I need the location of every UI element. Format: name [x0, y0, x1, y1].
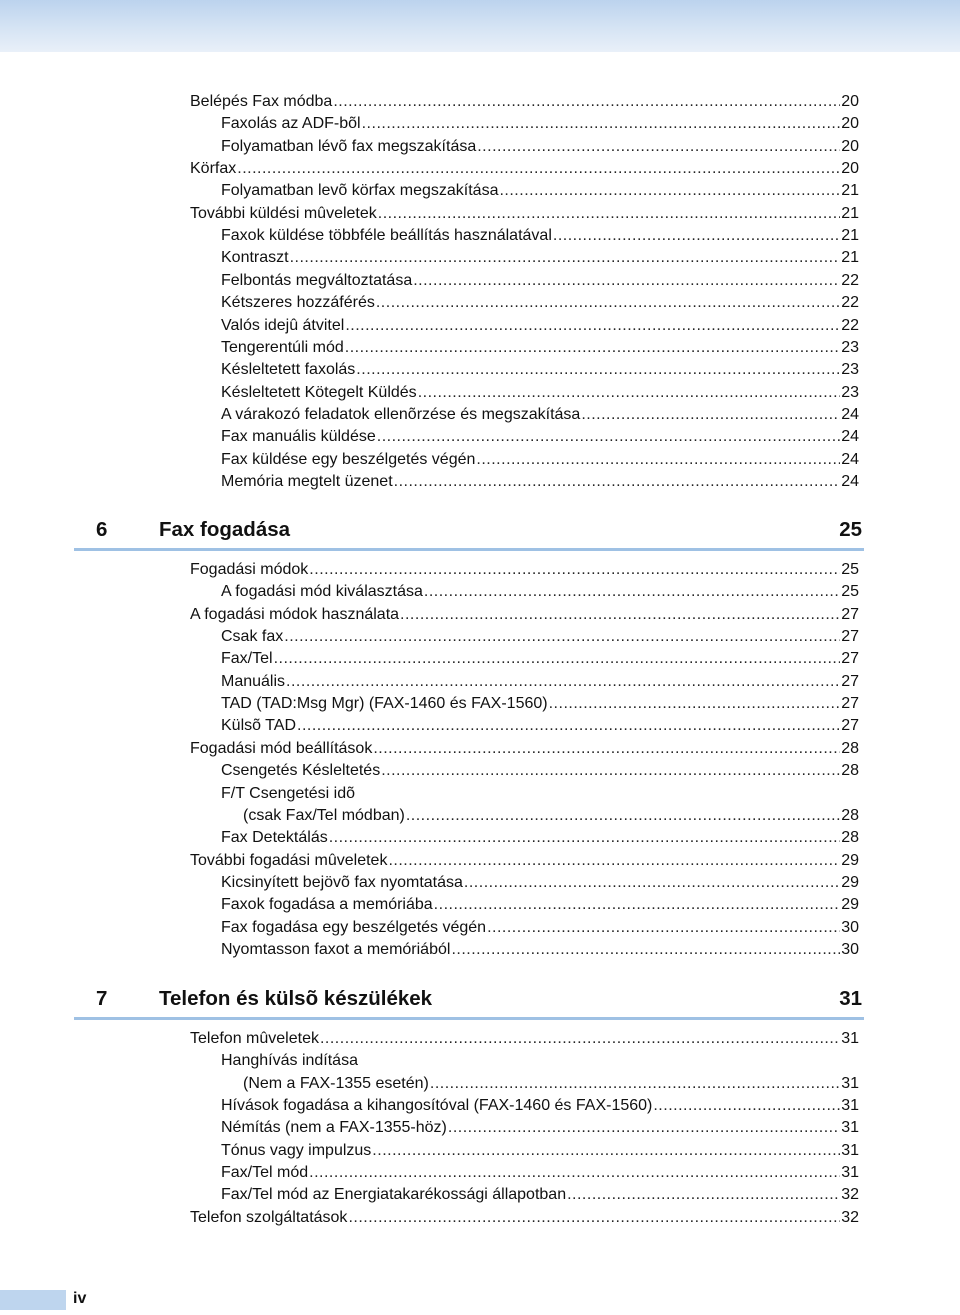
toc-entry[interactable] — [221, 247, 859, 269]
toc-entry-page: 28 — [841, 762, 859, 780]
dot-leader — [345, 315, 840, 337]
dot-leader — [424, 581, 840, 603]
dot-leader — [309, 559, 840, 581]
toc-entry-title: Külsõ TAD — [221, 717, 296, 735]
toc-entry-title: A várakozó feladatok ellenõrzése és megszakítása — [221, 405, 581, 423]
chapter-page: 25 — [839, 518, 862, 541]
toc-entry-title: F/T Csengetési idõ — [221, 784, 355, 802]
toc-entry[interactable] — [221, 1095, 859, 1117]
toc-entry[interactable] — [221, 404, 859, 426]
toc-entry-page: 23 — [841, 361, 859, 379]
toc-entry-page: 28 — [841, 739, 859, 757]
toc-entry-title: Felbontás megváltoztatása — [221, 271, 413, 289]
dot-leader — [381, 760, 840, 782]
dot-leader — [274, 648, 841, 670]
toc-entry[interactable] — [221, 581, 859, 603]
toc-entry-title: Fax/Tel mód az Energiatakarékossági állapotban — [221, 1186, 567, 1204]
toc-entry-title: Nyomtasson faxot a memóriából — [221, 940, 451, 958]
toc-entry-title: Telefon mûveletek — [190, 1030, 319, 1047]
toc-entry-title: Kétszeres hozzáférés — [221, 294, 375, 312]
toc-entry-title: (Nem a FAX-1355 esetén) — [243, 1074, 429, 1092]
chapter-number: 7 — [96, 987, 108, 1010]
toc-entry-page: 31 — [841, 1119, 859, 1137]
toc-entry-title: A fogadási mód kiválasztása — [221, 583, 423, 601]
toc-entry-page: 23 — [841, 338, 859, 356]
toc-entry-title: TAD (TAD:Msg Mgr) (FAX-1460 és FAX-1560) — [221, 695, 548, 713]
toc-entry-title: További küldési mûveletek — [190, 204, 377, 222]
toc-entry[interactable] — [221, 715, 859, 737]
dot-leader — [499, 180, 840, 202]
toc-entry-title: Valós idejû átvitel — [221, 316, 345, 334]
toc-entry[interactable] — [221, 337, 859, 359]
toc-entry[interactable] — [190, 158, 859, 180]
toc-entry[interactable] — [221, 426, 859, 448]
toc-entry-title: Fax/Tel — [221, 650, 273, 668]
toc-entry-page: 27 — [841, 717, 859, 735]
toc-entry-page: 20 — [841, 93, 859, 110]
toc-entry-title: Faxolás az ADF-bõl — [221, 115, 361, 133]
toc-entry-title: Memória megtelt üzenet — [221, 472, 393, 490]
dot-leader — [549, 693, 841, 715]
toc-entry-page: 32 — [841, 1186, 859, 1204]
toc-entry-page: 22 — [841, 271, 859, 289]
toc-entry-page: 23 — [841, 383, 859, 401]
dot-leader — [290, 247, 841, 269]
dot-leader — [286, 671, 840, 693]
toc-entry[interactable] — [221, 648, 859, 670]
toc-entry[interactable] — [221, 359, 859, 381]
toc-entry[interactable] — [190, 559, 859, 581]
toc-entry-page: 27 — [841, 672, 859, 690]
toc-entry[interactable] — [221, 693, 859, 715]
toc-entry-title: Faxok fogadása a memóriába — [221, 896, 433, 914]
toc-entry-page: 28 — [841, 829, 859, 847]
toc-entry-page: 32 — [841, 1208, 859, 1226]
toc-entry[interactable] — [190, 738, 859, 760]
toc-entry-title: Kontraszt — [221, 249, 289, 267]
toc-entry[interactable] — [221, 225, 859, 247]
toc-entry-page: 27 — [841, 695, 859, 713]
toc-entry[interactable] — [190, 850, 859, 872]
chapter-rule — [74, 1017, 864, 1020]
toc-entry-title: Tónus vagy impulzus — [221, 1141, 372, 1159]
toc-entry-title: Folyamatban levõ körfax megszakítása — [221, 182, 499, 200]
toc-entry-title: Késleltetett faxolás — [221, 361, 356, 379]
dot-leader — [653, 1095, 840, 1117]
dot-leader — [372, 1140, 840, 1162]
toc-entry-page: 27 — [841, 650, 859, 668]
dot-leader — [333, 91, 840, 113]
toc-entry-title: További fogadási mûveletek — [190, 851, 388, 869]
toc-entry[interactable] — [221, 626, 859, 648]
toc-entry-page: 22 — [841, 316, 859, 334]
toc-entry-page: 31 — [841, 1164, 859, 1182]
toc-entry[interactable] — [221, 471, 859, 493]
chapter-page: 31 — [839, 987, 862, 1010]
dot-leader — [377, 426, 840, 448]
toc-entry[interactable] — [221, 1117, 859, 1139]
footer-bar — [0, 1290, 66, 1310]
dot-leader — [378, 203, 840, 225]
toc-entry-title: Tengerentúli mód — [221, 338, 344, 356]
dot-leader — [413, 270, 840, 292]
toc-entry[interactable] — [190, 91, 859, 113]
toc-entry-page: 30 — [841, 940, 859, 958]
toc-entry-title: Hívások fogadása a kihangosítóval (FAX-1460 és FAX-1560) — [221, 1097, 653, 1115]
toc-entry[interactable] — [221, 449, 859, 471]
dot-leader — [553, 225, 840, 247]
toc-entry-title: Manuális — [221, 672, 286, 690]
toc-entry-title: Fax fogadása egy beszélgetés végén — [221, 918, 487, 936]
dot-leader — [418, 382, 841, 404]
chapter-number: 6 — [96, 518, 108, 541]
dot-leader — [430, 1073, 840, 1095]
toc-entry-page: 28 — [841, 806, 859, 824]
toc-entry-title: Belépés Fax módba — [190, 93, 333, 110]
toc-entry[interactable] — [243, 1073, 859, 1095]
dot-leader — [400, 604, 840, 626]
toc-entry[interactable] — [221, 1184, 859, 1206]
toc-entry[interactable] — [221, 783, 859, 805]
toc-entry-page: 24 — [841, 405, 859, 423]
toc-entry[interactable] — [190, 1028, 859, 1050]
chapter-heading-7[interactable] — [74, 984, 864, 1014]
toc-entry[interactable] — [221, 136, 859, 158]
toc-entry-title: Hanghívás indítása — [221, 1052, 358, 1070]
toc-entry-title: Fogadási módok — [190, 561, 309, 578]
dot-leader — [477, 136, 840, 158]
dot-leader — [320, 1028, 840, 1050]
toc-entry-page: 22 — [841, 294, 859, 312]
dot-leader — [284, 626, 840, 648]
toc-entry-page: 31 — [841, 1097, 859, 1115]
toc-entry[interactable] — [221, 760, 859, 782]
toc-entry[interactable] — [221, 917, 859, 939]
toc-entry[interactable] — [221, 827, 859, 849]
toc-entry-title: Fax Detektálás — [221, 829, 328, 847]
toc-entry-title: (csak Fax/Tel módban) — [243, 806, 405, 824]
toc-entry[interactable] — [221, 315, 859, 337]
dot-leader — [451, 939, 840, 961]
chapter-heading-6[interactable] — [74, 515, 864, 545]
toc-entry[interactable] — [221, 939, 859, 961]
toc-entry[interactable] — [190, 1207, 859, 1229]
toc-entry-page: 20 — [841, 160, 859, 178]
toc-entry-title: Csengetés Késleltetés — [221, 762, 381, 780]
header-band — [0, 0, 960, 52]
toc-entry-title: Folyamatban lévõ fax megszakítása — [221, 137, 477, 155]
toc-entry-page: 25 — [841, 583, 859, 601]
dot-leader — [237, 158, 840, 180]
toc-entry-title: Késleltetett Kötegelt Küldés — [221, 383, 417, 401]
toc-entry[interactable] — [190, 203, 859, 225]
toc-entry[interactable] — [221, 292, 859, 314]
toc-entry-page: 24 — [841, 472, 859, 490]
dot-leader — [434, 894, 841, 916]
dot-leader — [345, 337, 840, 359]
toc-entry[interactable] — [190, 604, 859, 626]
chapter-title: Fax fogadása — [159, 518, 291, 541]
dot-leader — [373, 738, 840, 760]
dot-leader — [406, 805, 840, 827]
toc-entry-title: Fax küldése egy beszélgetés végén — [221, 450, 476, 468]
dot-leader — [356, 359, 840, 381]
toc-entry-page: 20 — [841, 115, 859, 133]
toc-entry-title: Körfax — [190, 160, 237, 178]
toc-entry-page: 24 — [841, 450, 859, 468]
toc-entry[interactable] — [221, 180, 859, 202]
dot-leader — [464, 872, 840, 894]
toc-entry[interactable] — [221, 1162, 859, 1184]
toc-entry-page: 21 — [841, 249, 859, 267]
toc-entry[interactable] — [221, 1050, 859, 1072]
toc-entry[interactable] — [221, 894, 859, 916]
dot-leader — [348, 1207, 840, 1229]
toc-entry-page: 27 — [841, 605, 859, 623]
toc-entry[interactable] — [221, 671, 859, 693]
dot-leader — [297, 715, 840, 737]
dot-leader — [362, 113, 841, 135]
toc-entry-page: 29 — [841, 851, 859, 869]
chapter-rule — [74, 548, 864, 551]
dot-leader — [329, 827, 840, 849]
toc-entry-page: 24 — [841, 428, 859, 446]
dot-leader — [476, 449, 840, 471]
toc-entry[interactable] — [221, 270, 859, 292]
toc-entry-title: Faxok küldése többféle beállítás használatával — [221, 227, 552, 245]
toc-entry-title: Telefon szolgáltatások — [190, 1208, 348, 1226]
toc-entry[interactable] — [221, 1140, 859, 1162]
dot-leader — [376, 292, 840, 314]
toc-entry-page: 31 — [841, 1074, 859, 1092]
toc-entry-page: 31 — [841, 1141, 859, 1159]
toc-entry[interactable] — [221, 113, 859, 135]
toc-entry-title: Kicsinyített bejövõ fax nyomtatása — [221, 873, 463, 891]
chapter-title: Telefon és külsõ készülékek — [159, 987, 433, 1010]
toc-entry-title: Fogadási mód beállítások — [190, 739, 373, 757]
toc-entry-page: 21 — [841, 204, 859, 222]
toc-entry[interactable] — [221, 872, 859, 894]
toc-entry-title: Fax/Tel mód — [221, 1164, 309, 1182]
page-number: iv — [73, 1290, 87, 1307]
toc-entry-title: A fogadási módok használata — [190, 605, 400, 623]
toc-entry[interactable] — [221, 382, 859, 404]
toc-entry-title: Fax manuális küldése — [221, 428, 376, 446]
toc-entry-page: 30 — [841, 918, 859, 936]
toc-entry-page: 20 — [841, 137, 859, 155]
dot-leader — [309, 1162, 840, 1184]
dot-leader — [388, 850, 840, 872]
toc-entry-page: 27 — [841, 628, 859, 646]
dot-leader — [567, 1184, 840, 1206]
dot-leader — [487, 917, 840, 939]
dot-leader — [394, 471, 841, 493]
dot-leader — [581, 404, 840, 426]
toc-entry-page: 29 — [841, 873, 859, 891]
toc-entry-title: Némítás (nem a FAX-1355-höz) — [221, 1119, 447, 1137]
toc-entry-title: Csak fax — [221, 628, 284, 646]
toc-entry[interactable] — [243, 805, 859, 827]
toc-entry-page: 21 — [841, 227, 859, 245]
toc-entry-page: 31 — [841, 1030, 859, 1047]
toc-entry-page: 21 — [841, 182, 859, 200]
toc-entry-page: 25 — [841, 561, 859, 578]
dot-leader — [448, 1117, 840, 1139]
toc-entry-page: 29 — [841, 896, 859, 914]
